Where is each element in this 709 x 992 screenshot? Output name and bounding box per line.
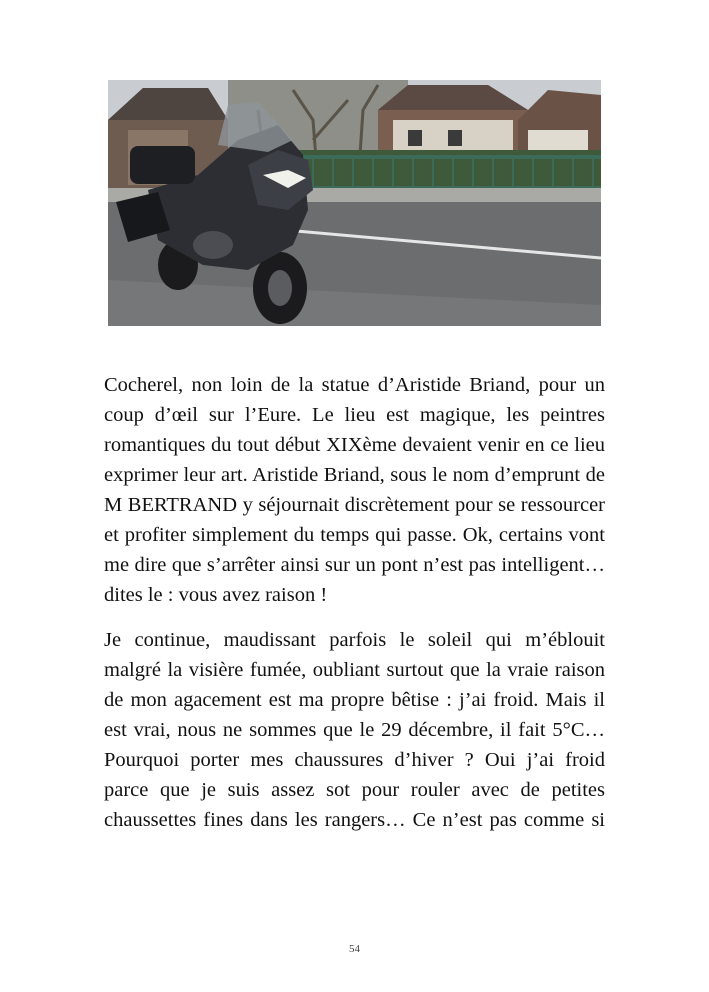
paragraph-2: Je continue, maudissant parfois le soleil qui m’éblouit malgré la visière fumée, oubliant surtout que la vraie raison de mon agacement est ma propre bêtise : j’ai froid. Mais il est vrai, nous ne sommes que le 29 décembre, il fait 5°C… Pourquoi porter mes chaussures d’hiver ? Oui j’ai froid parce que je suis assez sot pour rouler avec de petites chaussettes fines dans les rangers… Ce n’est pas comme si <box>104 629 605 831</box>
page-number: 54 <box>349 943 360 955</box>
motorcycle-photo <box>108 80 601 326</box>
body-text <box>104 370 605 835</box>
paragraph-1: Cocherel, non loin de la statue d’Aristide Briand, pour un coup d’œil sur l’Eure. Le lieu est magique, les peintres romantiques du tout début XIXème devaient venir en ce lieu exprimer leur art. Aristide Briand, sous le nom d’emprunt de M BERTRAND y séjournait discrètement pour se ressourcer et profiter simplement du temps qui passe. Ok, certains vont me dire que s’arrêter ainsi sur un pont n’est pas intelligent… dites le : vous avez raison ! <box>104 374 605 606</box>
